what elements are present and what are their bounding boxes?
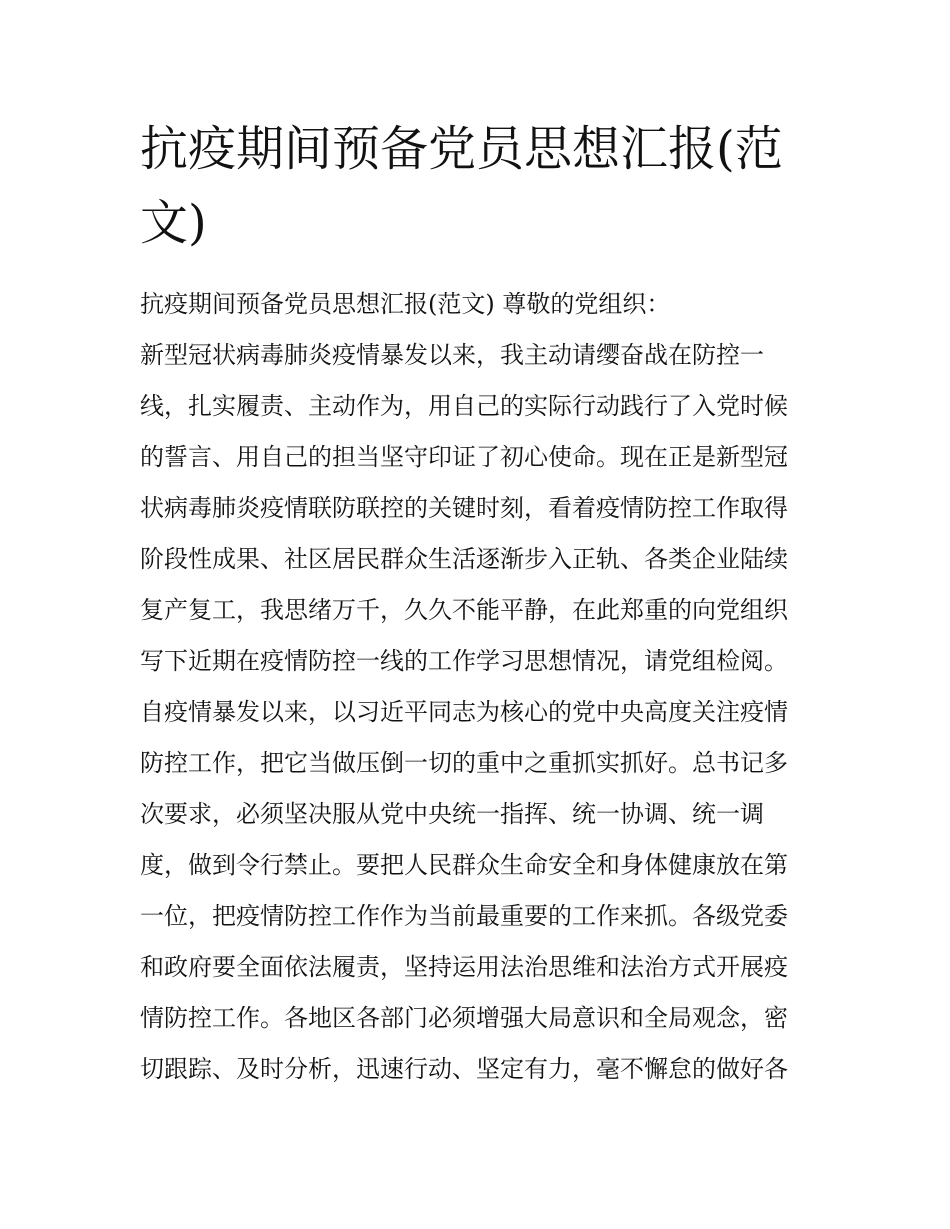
body-line: 的誓言、用自己的担当坚守印证了初心使命。现在正是新型冠 bbox=[140, 443, 788, 471]
body-line: 抗疫期间预备党员思想汇报(范文) 尊敬的党组织： bbox=[140, 290, 671, 318]
body-line: 情防控工作。各地区各部门必须增强大局意识和全局观念，密 bbox=[140, 1004, 788, 1032]
body-line: 线，扎实履责、主动作为，用自己的实际行动践行了入党时候 bbox=[140, 392, 788, 420]
document-title bbox=[140, 112, 820, 260]
body-line: 阶段性成果、社区居民群众生活逐渐步入正轨、各类企业陆续 bbox=[140, 545, 788, 573]
body-line: 切跟踪、及时分析，迅速行动、坚定有力，毫不懈怠的做好各 bbox=[140, 1055, 788, 1083]
body-line: 度，做到令行禁止。要把人民群众生命安全和身体健康放在第 bbox=[140, 851, 788, 879]
body-line: 和政府要全面依法履责，坚持运用法治思维和法治方式开展疫 bbox=[140, 953, 788, 981]
document-body bbox=[140, 279, 830, 1095]
body-line: 次要求，必须坚决服从党中央统一指挥、统一协调、统一调 bbox=[140, 800, 764, 828]
title-line-1: 抗疫期间预备党员思想汇报(范 bbox=[140, 121, 783, 177]
body-line: 写下近期在疫情防控一线的工作学习思想情况，请党组检阅。 bbox=[140, 647, 788, 675]
body-line: 复产复工，我思绪万千，久久不能平静，在此郑重的向党组织 bbox=[140, 596, 788, 624]
body-line: 一位，把疫情防控工作作为当前最重要的工作来抓。各级党委 bbox=[140, 902, 788, 930]
body-line: 状病毒肺炎疫情联防联控的关键时刻，看着疫情防控工作取得 bbox=[140, 494, 788, 522]
title-line-2: 文) bbox=[140, 195, 207, 251]
body-line: 新型冠状病毒肺炎疫情暴发以来，我主动请缨奋战在防控一 bbox=[140, 341, 764, 369]
body-line: 自疫情暴发以来，以习近平同志为核心的党中央高度关注疫情 bbox=[140, 698, 788, 726]
body-line: 防控工作，把它当做压倒一切的重中之重抓实抓好。总书记多 bbox=[140, 749, 788, 777]
